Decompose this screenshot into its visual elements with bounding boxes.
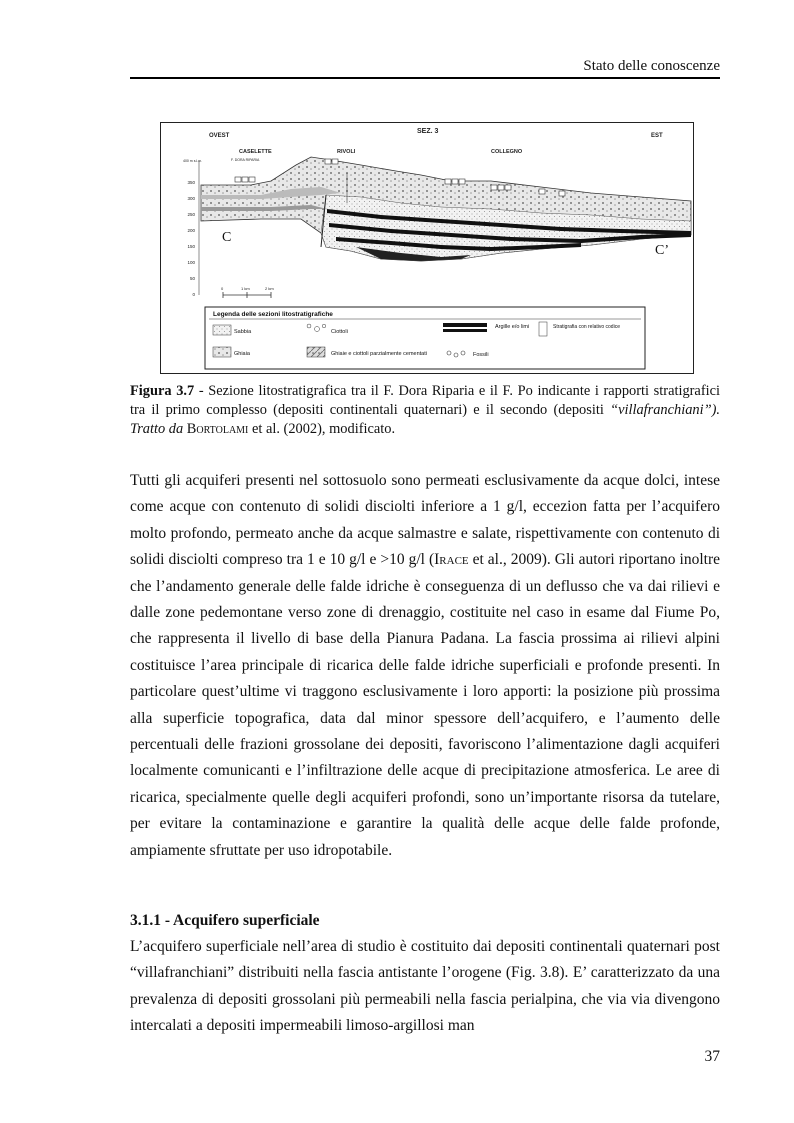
label-east: EST [651,133,663,139]
section-endpoint-c-prime: C’ [655,243,669,258]
locality-collegno: COLLEGNO [491,149,523,155]
legend-swatch-ghiaie-cementate [307,347,325,357]
paragraph-1-citation: Irace [434,551,469,569]
caption-italic: “villafranchiani”). Tratto da [130,402,720,437]
paragraph-aquifers [130,468,720,864]
y-axis-unit: 400 m s.l.m. [183,159,203,163]
y-tick-250: 250 [187,212,195,217]
y-tick-200: 200 [187,228,195,233]
caption-text-2: et al. (2002), modificato. [248,421,396,437]
y-tick-300: 300 [187,196,195,201]
legend-fossili: Fossili [473,352,489,358]
locality-rivoli: RIVOLI [337,149,356,155]
figure-cross-section [160,122,694,374]
y-tick-150: 150 [187,244,195,249]
y-tick-50: 50 [189,276,195,281]
y-tick-0: 0 [192,292,195,297]
section-heading: 3.1.1 - Acquifero superficiale [130,912,320,929]
scale-bar [221,286,274,298]
legend-ciottoli: Ciottoli [331,329,348,335]
figure-caption [130,382,720,439]
page-number: 37 [704,1048,720,1065]
caption-text-1: - Sezione litostratigrafica tra il F. Dora Riparia e il F. Po indicante i rapporti stratigrafici tra il primo complesso (depositi continentali quaternari) e il secondo (depositi [130,383,720,418]
cross-section-svg [161,123,693,373]
legend-sabbia: Sabbia [234,329,252,335]
scale-label-0: 0 [221,286,224,291]
legend-ghiaia: Ghiaia [234,351,250,357]
scale-label-2km: 2 km [265,286,274,291]
legend-argille: Argille e/o limi [495,324,530,330]
legend-stratigrafia: Stratigrafia con relativo codice [553,324,620,330]
legend-title: Legenda delle sezioni litostratigrafiche [213,311,333,318]
legend-swatch-ghiaia [213,347,231,357]
caption-label: Figura 3.7 [130,383,195,399]
section-endpoint-c: C [222,230,232,245]
legend-swatch-stratigrafia [539,322,547,336]
legend-swatch-sabbia [213,325,231,335]
river-label: F. DORA RIPARIA [231,158,260,162]
caption-author: Bortolami [186,421,249,437]
y-tick-100: 100 [187,260,195,265]
legend-ghiaie-cementate: Ghiaie e ciottoli parzialmente cementati [331,351,427,357]
header-rule [130,77,720,79]
locality-caselette: CASELETTE [239,149,272,155]
paragraph-1-part-a: Tutti gli acquiferi presenti nel sottosuolo sono permeati esclusivamente da acque dolci, intese come acque con contenuto di solidi disciolti inferiore a 1 g/l, eccezion fatta per l’acquifero molto profondo, permeato anche da acque salmastre e salate, rispettivamente con contenuto di solidi disciolti compreso tra 1 e 10 g/l e >10 g/l ( [130,472,720,569]
y-tick-350: 350 [187,180,195,185]
running-header: Stato delle conoscenze [583,58,720,74]
scale-label-1km: 1 km [241,286,250,291]
label-west: OVEST [209,133,230,139]
stratigraphic-section [201,157,691,261]
section-title: SEZ. 3 [417,128,439,135]
paragraph-surface-aquifer: L’acquifero superficiale nell’area di studio è costituito dai depositi continentali quaternari post “villafranchiani” distribuiti nella fascia antistante l’orogene (Fig. 3.8). E’ caratterizzato da una prevalenza di depositi grossolani più permeabili nella fascia perialpina, che via via divengono intercalati a depositi impermeabili limoso-argillosi man [130,938,720,1035]
paragraph-1-part-b: et al., 2009). Gli autori riportano inoltre che l’andamento generale delle falde idriche è conseguenza di un deflusso che va dai rilievi e dalle zone pedemontane verso zone di drenaggio, costituite nel caso in esame dal Fiume Po, che rappresenta il livello di base della Pianura Padana. La fascia prossima ai rilievi alpini costituisce l’area principale di ricarica delle falde idriche superficiali e profonde presenti. In particolare quest’ultime vi traggono esclusivamente i loro apporti: la posizione più prossima alla superficie topografica, data dal minor spessore dell’acquifero, e l’aumento delle percentuali delle frazioni grossolane dei depositi, favoriscono l’alimentazione dagli acquiferi localmente comunicanti e l’infiltrazione delle acque di precipitazione atmosferica. Le aree di ricarica, specialmente quelle degli acquiferi profondi, sono un’importante risorsa da tutelare, per evitare la contaminazione e garantire la qualità delle acque delle falde profonde, ampiamente sfruttate per uso idropotabile. [130,551,721,859]
legend [205,307,645,369]
